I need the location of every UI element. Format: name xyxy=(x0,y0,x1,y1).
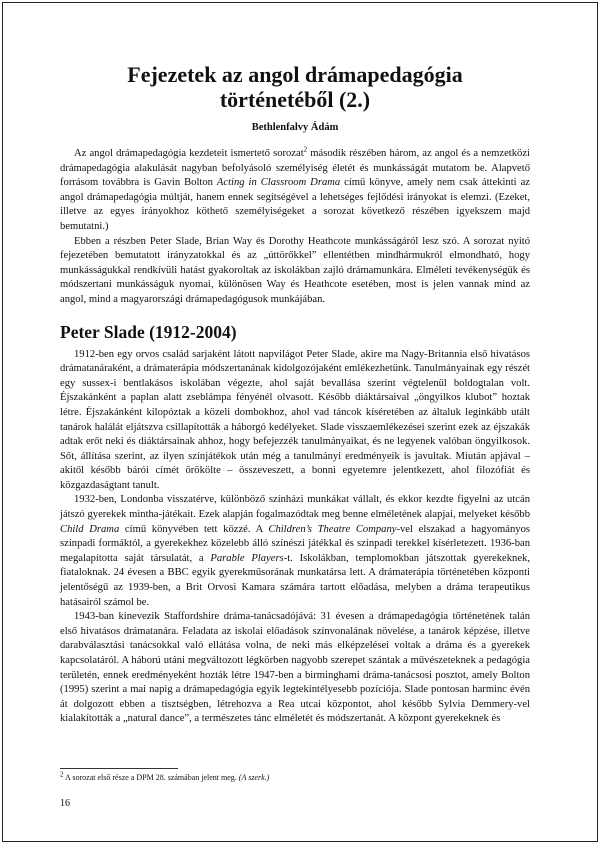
title-line-1: Fejezetek az angol drámapedagógia xyxy=(127,62,463,87)
page-number: 16 xyxy=(60,798,70,809)
footnote-divider xyxy=(60,768,178,769)
author-name: Bethlenfalvy Ádám xyxy=(251,122,339,133)
section-heading: Peter Slade (1912-2004) xyxy=(60,321,237,342)
document-page xyxy=(60,62,530,727)
intro-paragraph-1: Az angol drámapedagógia kezdeteit ismertető sorozat$^2$ második részében három, az angol és a nemzetközi drámapedagógia alakulását nagyban befolyásoló személyiség életét és munkásságát mutatom be. Alapvető forrásom továbbra is Gavin Bolton Acting in Classroom Drama című könyve, amely nem csak áttekinti az angol drámapedagógia múltját, hanem ennek segítségével a lehetséges fejlődési irányokat is elemzi. (Ezeket, illetve az egyes irányokhoz köthető személyiségeket a sorozat következő részében igyekszem majd bemutatni.) xyxy=(60,145,530,232)
body-paragraph-3: 1943-ban kinevezik Staffordshire dráma-tanácsadójává: 31 évesen a drámapedagógia történetének talán első hivatásos drámatanára. Feladata az iskolai előadások színvonalának növelése, a tanárok képzése, illetve darabválasztási tanácsokkal való ellátása volna, de neki más elképzelései voltak a dráma és a gyerekek kapcsolatáról. A háború utáni megváltozott légkörben nagyobb szerepet szántak a művészeteknek a pedagógia területén, ennek eredményeként hozták létre 1947-ben a birminghami dráma-tanácsosi posztot, amely Bolton (1995) szerint a mai napig a drámapedagógia egyik legtekintélyesebb pozíciója. Slade pontosan harminc évén át dolgozott ebben a tisztségben, létrehozva a Rea utcai központot, ahol később Sylvia Demmery-vel kialakították a „natural dance”, a természetes tánc elméletét és módszertanát. A központ gyerekeknek és xyxy=(60,611,530,725)
body-paragraph-1: 1912-ben egy orvos család sarjaként látott napvilágot Peter Slade, akire ma Nagy-Britannia első hivatásos drámatanáraként, a drámaterápia módszertanának kidolgozójaként emlékezhetünk. Tanulmányainak egy részét egy sussex-i bentlakásos iskolában végezte, ahol saját bevallása szerint végtelenül boldogtalan volt. Éjszakánként a paplan alatt zseblámpa fényénél olvasott. Később diáktársaival „öngyilkos klubot” hoztak létre. Éjszakánként kilopóztak a közeli dombokhoz, ahol vad táncok kíséretében az általuk leginkább utált tanárok halálát eljátszva csillapították a háborgó kedélyeket. Slade visszaemlékezései szerint ezek az éjszakák adtak erőt neki és diáktársainak ahhoz, hogy befejezzék tanulmányaikat, és ne legyenek valóban öngyilkosok. Sőt, állítása szerint, az ilyen színjátékok után még a tanulmányi eredményeik is javultak. Miután apjával – akitől később bárói címét örökölte – összeveszett, a bonni egyetemre jelentkezett, ahol filozófiát és közgazdaságtant tanult. xyxy=(60,348,530,491)
body-paragraph-2: 1932-ben, Londonba visszatérve, különböző színházi munkákat vállalt, és ekkor kezdte figyelni az utcán játszó gyerekek mintha-játékait. Ezek alapján fogalmazódtak meg benne elméletének alapjai, melyeket később Child Drama című könyvében tett közzé. A Children’s Theatre Company-vel elszakad a hagyományos színpadi formáktól, a gyerekekhez közelebb álló színészi játékkal és színpadi terekkel kísérletezett. 1936-ban megalapította saját társulatát, a Parable Players-t. Iskolákban, templomokban játszottak gyerekeknek, fiataloknak. 24 évesen a BBC egyik gyerekműsorának munkatársa lett. A drámaterápia történetében központi jelentőségű az 1939-ben, a Brit Orvosi Kamara számára tartott előadása, melyben a dráma terapeutikus hatásairól számol be. xyxy=(60,494,531,608)
book-title: Acting in Classroom Drama xyxy=(216,177,341,189)
footnote: $^2$ A sorozat első része a DPM 28. számában jelent meg. (A szerk.) xyxy=(60,770,270,782)
article-title xyxy=(60,62,530,112)
footnote-ref: 2 xyxy=(303,145,308,154)
intro-paragraph-2: Ebben a részben Peter Slade, Brian Way és Dorothy Heathcote munkásságáról lesz szó. A sorozat nyitó fejezetében bemutatott irányzatokkal és az „úttörőkkel” ellentétben mindhármukról elmondható, hogy munkásságukkal rendkívüli hatást gyakoroltak az iskolákban zajló drámamunkára. Elméleti tevékenységük és módszertani munkásságuk nyomai, különösen Way és Heathcote esetében, most is jelen vannak mind az angol, mind a magyarországi drámapedagógusok munkájában. xyxy=(60,235,530,305)
title-line-2: történetéből (2.) xyxy=(219,87,371,112)
